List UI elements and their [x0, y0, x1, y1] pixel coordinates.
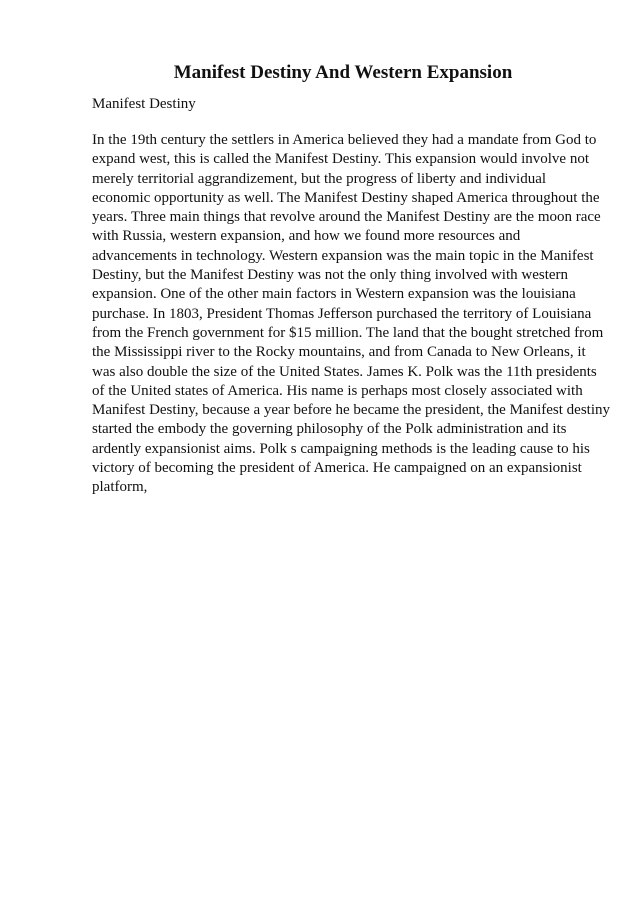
paragraph-line: the Mississippi river to the Rocky mountains, and from Canada to New Orleans, it [92, 344, 586, 361]
paragraph-line: was also double the size of the United States. James K. Polk was the 11th presidents [92, 363, 597, 380]
paragraph-line: expand west, this is called the Manifest Destiny. This expansion would involve not [92, 151, 590, 168]
paragraph-line: merely territorial aggrandizement, but the progress of liberty and individual [92, 170, 547, 187]
paragraph-line: In the 19th century the settlers in America believed they had a mandate from God to [92, 132, 597, 148]
paragraph-line: Manifest Destiny, because a year before he became the president, the Manifest destiny [92, 402, 610, 419]
paragraph-line: platform, [92, 479, 148, 496]
body-paragraph [92, 131, 610, 498]
paragraph-line: advancements in technology. Western expansion was the main topic in the Manifest [92, 247, 594, 264]
paragraph-line: expansion. One of the other main factors in Western expansion was the louisiana [92, 286, 576, 303]
paragraph-line: with Russia, western expansion, and how we found more resources and [92, 228, 521, 245]
page-title: Manifest Destiny And Western Expansion [173, 62, 513, 83]
section-heading: Manifest Destiny [92, 96, 196, 112]
paragraph-line: ardently expansionist aims. Polk s campaigning methods is the leading cause to his [92, 440, 590, 457]
paragraph-line: purchase. In 1803, President Thomas Jefferson purchased the territory of Louisiana [92, 305, 592, 322]
paragraph-line: years. Three main things that revolve around the Manifest Destiny are the moon race [92, 209, 601, 226]
paragraph-line: started the embody the governing philosophy of the Polk administration and its [92, 421, 567, 438]
paragraph-line: economic opportunity as well. The Manifest Destiny shaped America throughout the [92, 189, 600, 206]
paragraph-line: Destiny, but the Manifest Destiny was not the only thing involved with western [92, 267, 569, 284]
paragraph-line: victory of becoming the president of America. He campaigned on an expansionist [92, 460, 582, 477]
paragraph-line: of the United states of America. His name is perhaps most closely associated with [92, 382, 583, 399]
paragraph-line: from the French government for $15 million. The land that the bought stretched from [92, 324, 604, 341]
